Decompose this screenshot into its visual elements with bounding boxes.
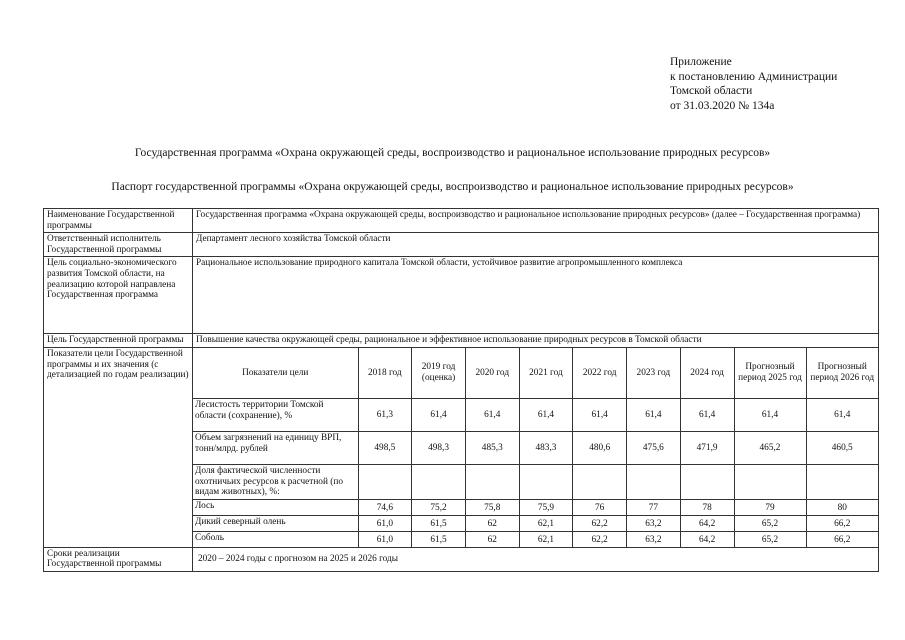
appendix-line: Томской области	[670, 85, 753, 97]
header-cell: Показатели цели	[193, 348, 358, 399]
indicator-value: 63,2	[627, 515, 681, 531]
header-cell: 2019 год (оценка)	[412, 348, 466, 399]
row-value: Рациональное использование природного капитала Томской области, устойчивое развитие агропромышленного комплекса	[193, 257, 879, 334]
passport-row-socio-goal	[44, 257, 879, 334]
row-label: Наименование Государственной программы	[44, 209, 193, 233]
indicator-value: 78	[680, 499, 734, 515]
row-label: Цель Государственной программы	[44, 334, 193, 348]
indicator-value: 485,3	[465, 431, 519, 464]
indicator-value: 62,1	[519, 515, 573, 531]
indicators-header-row	[193, 348, 878, 399]
indicator-value: 475,6	[627, 431, 681, 464]
header-cell: 2023 год	[627, 348, 681, 399]
indicator-value: 66,2	[806, 531, 878, 547]
indicator-value: 62	[465, 531, 519, 547]
header-cell: 2020 год	[465, 348, 519, 399]
header-cell: 2022 год	[573, 348, 627, 399]
indicator-value-empty	[465, 464, 519, 499]
indicator-value-empty	[627, 464, 681, 499]
indicator-value: 62,1	[519, 531, 573, 547]
row-label: Сроки реализации Государственной программы	[44, 547, 193, 571]
indicator-name: Доля фактической численности охотничьих ресурсов к расчетной (по видам животных), %:	[193, 464, 358, 499]
indicator-row-hunting-share	[193, 464, 878, 499]
indicator-value-empty	[680, 464, 734, 499]
indicator-row-sable	[193, 531, 878, 547]
appendix-line: от 31.03.2020 № 134а	[670, 99, 775, 112]
row-value: Повышение качества окружающей среды, рациональное и эффективное использование природных ресурсов в Томской области	[193, 334, 879, 348]
indicator-value: 62,2	[573, 531, 627, 547]
row-label: Показатели цели Государственной программы и их значения (с детализацией по годам реализации)	[44, 347, 193, 547]
indicator-value: 61,0	[358, 531, 412, 547]
indicator-value: 77	[627, 499, 681, 515]
indicator-value-empty	[358, 464, 412, 499]
indicator-value-empty	[519, 464, 573, 499]
indicator-value: 498,5	[358, 431, 412, 464]
row-value: 2020 – 2024 годы с прогнозом на 2025 и 2026 годы	[193, 547, 879, 571]
row-value: Государственная программа «Охрана окружающей среды, воспроизводство и рациональное использование природных ресурсов» (далее – Государственная программа)	[193, 209, 879, 233]
indicator-value: 64,2	[680, 531, 734, 547]
indicator-value: 80	[806, 499, 878, 515]
indicator-value: 61,4	[519, 398, 573, 431]
indicator-value: 79	[734, 499, 806, 515]
indicator-row-moose	[193, 499, 878, 515]
passport-row-name	[44, 209, 879, 233]
indicator-value: 460,5	[806, 431, 878, 464]
passport-table	[43, 208, 879, 572]
indicator-value-empty	[412, 464, 466, 499]
indicator-value: 498,3	[412, 431, 466, 464]
indicator-row-reindeer	[193, 515, 878, 531]
indicator-name: Объем загрязнений на единицу ВРП, тонн/млрд. рублей	[193, 431, 358, 464]
indicator-value: 63,2	[627, 531, 681, 547]
indicator-value: 483,3	[519, 431, 573, 464]
indicator-value: 61,4	[680, 398, 734, 431]
indicator-name: Дикий северный олень	[193, 515, 358, 531]
indicator-value: 65,2	[734, 531, 806, 547]
row-value: Департамент лесного хозяйства Томской области	[193, 233, 879, 257]
header-cell: 2024 год	[680, 348, 734, 399]
passport-row-program-goal	[44, 334, 879, 348]
indicator-value: 61,5	[412, 515, 466, 531]
header-cell: 2018 год	[358, 348, 412, 399]
indicator-value-empty	[806, 464, 878, 499]
passport-row-indicators	[44, 347, 879, 547]
indicator-value: 61,4	[627, 398, 681, 431]
indicator-value: 76	[573, 499, 627, 515]
indicator-value: 61,4	[806, 398, 878, 431]
indicator-value: 480,6	[573, 431, 627, 464]
indicator-name: Лось	[193, 499, 358, 515]
indicator-value: 75,2	[412, 499, 466, 515]
indicator-name: Лесистость территории Томской области (сохранение), %	[193, 398, 358, 431]
indicator-value: 75,9	[519, 499, 573, 515]
indicator-value: 64,2	[680, 515, 734, 531]
indicators-cell	[193, 347, 879, 547]
passport-row-executor	[44, 233, 879, 257]
passport-title: Паспорт государственной программы «Охрана окружающей среды, воспроизводство и рациональное использование природных ресурсов»	[111, 181, 794, 193]
program-title: Государственная программа «Охрана окружающей среды, воспроизводство и рациональное использование природных ресурсов»	[134, 147, 771, 159]
indicator-row-forest	[193, 398, 878, 431]
header-cell: Прогнозный период 2025 год	[734, 348, 806, 399]
indicator-value: 66,2	[806, 515, 878, 531]
indicator-value: 62,2	[573, 515, 627, 531]
indicators-table	[193, 348, 878, 547]
indicator-value: 61,4	[573, 398, 627, 431]
indicator-value: 65,2	[734, 515, 806, 531]
indicator-value: 471,9	[680, 431, 734, 464]
indicator-value-empty	[573, 464, 627, 499]
indicator-value: 61,5	[412, 531, 466, 547]
indicator-value: 74,6	[358, 499, 412, 515]
row-label: Цель социально-экономического развития Томской области, на реализацию которой направлена Государственная программа	[44, 257, 193, 334]
indicator-value: 61,4	[412, 398, 466, 431]
indicator-value: 61,0	[358, 515, 412, 531]
indicator-value: 62	[465, 515, 519, 531]
indicator-value: 61,3	[358, 398, 412, 431]
row-label: Ответственный исполнитель Государственной программы	[44, 233, 193, 257]
header-cell: 2021 год	[519, 348, 573, 399]
appendix-line: к постановлению Администрации	[670, 70, 838, 83]
indicator-value-empty	[734, 464, 806, 499]
indicator-value: 75,8	[465, 499, 519, 515]
indicator-value: 61,4	[465, 398, 519, 431]
appendix-line: Приложение	[670, 56, 732, 68]
passport-row-terms	[44, 547, 879, 571]
indicator-value: 61,4	[734, 398, 806, 431]
appendix-block	[670, 55, 837, 113]
indicator-name: Соболь	[193, 531, 358, 547]
header-cell: Прогнозный период 2026 год	[806, 348, 878, 399]
indicator-value: 465,2	[734, 431, 806, 464]
indicator-row-pollution	[193, 431, 878, 464]
